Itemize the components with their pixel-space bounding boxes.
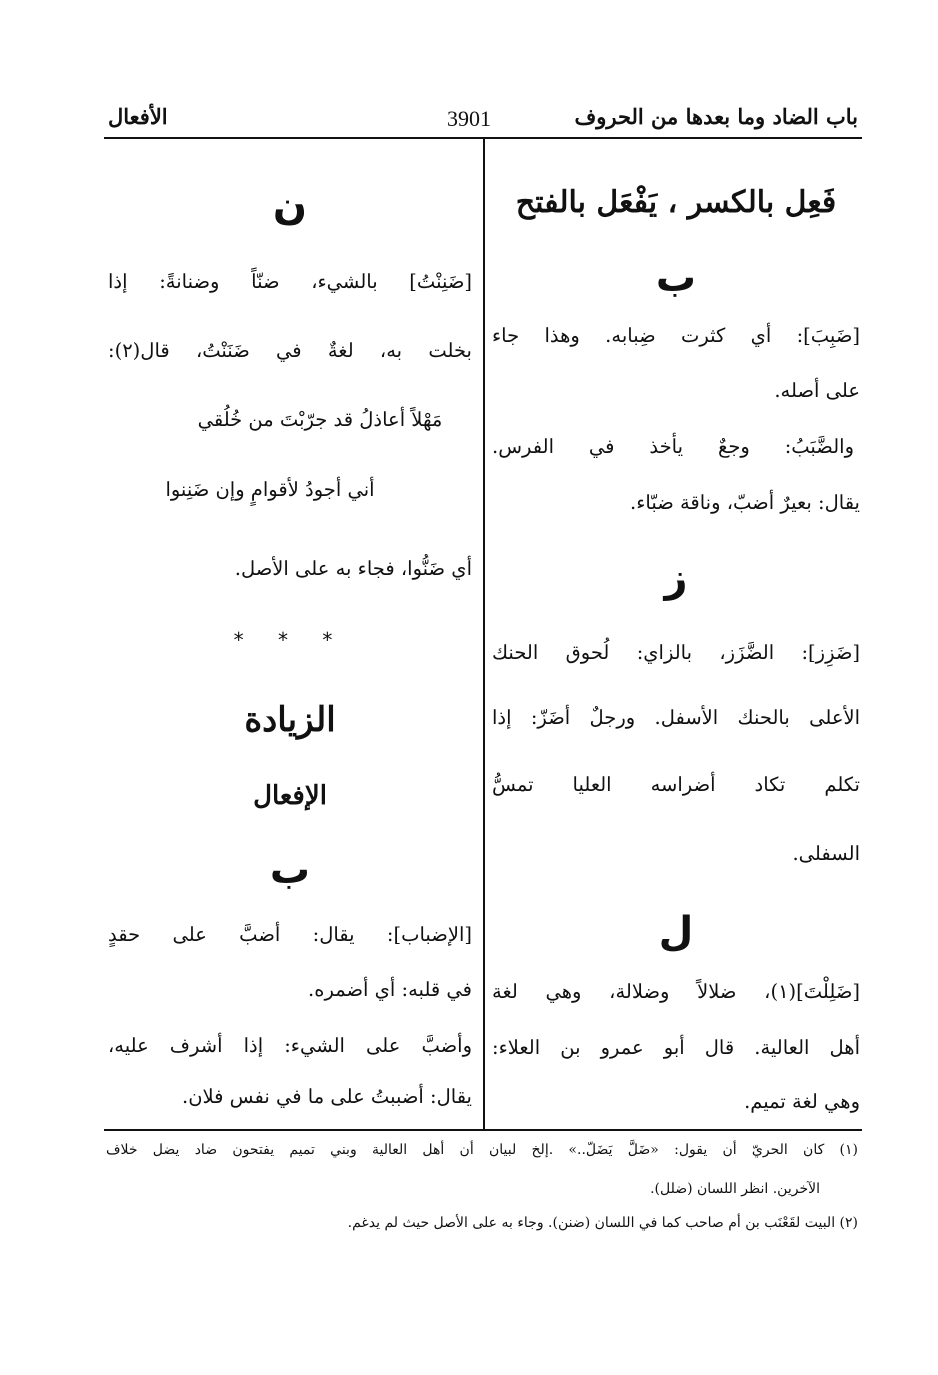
- section-letter-ba: ب: [655, 255, 697, 301]
- footnote-1: (١) كان الحريّ أن يقول: «ضَلَّ يَضَلّ..» .إلخ لبيان أن أهل العالية وبني تميم يفتحون ضاد يضل خلاف: [106, 1142, 858, 1158]
- entry-line: [ضَزِز]: الضَّزَز، بالزاي: لُحوق الحنك: [492, 641, 860, 664]
- section-letter-nun: ن: [272, 183, 308, 229]
- entry-line: يقال: أضببتُ على ما في نفس فلان.: [182, 1085, 472, 1108]
- entry-line: أهل العالية. قال أبو عمرو بن العلاء:: [492, 1036, 860, 1059]
- section-letter-lam: ل: [658, 909, 694, 955]
- entry-line: [الإضباب]: يقال: أضبَّ على حقدٍ: [108, 923, 472, 946]
- footnote-2: (٢) البيت لقَعْنَب بن أم صاحب كما في اللسان (ضنن). وجاء به على الأصل حيث لم يدغم.: [347, 1215, 858, 1231]
- entry-line: بخلت به، لغةٌ في ضَنَنْتُ، قال(٢):: [108, 339, 472, 362]
- heading-ziyada: الزيادة: [244, 700, 336, 740]
- chapter-heading: فَعِل بالكسر ، يَفْعَل بالفتح: [515, 185, 837, 220]
- section-separator: * * *: [233, 628, 347, 652]
- verse-line: أني أجودُ لأقوامٍ وإن ضَنِنوا: [165, 478, 375, 501]
- entry-line: [ضَنِنْتُ] بالشيء، ضنّاً وضنانةً: إذا: [108, 270, 472, 293]
- entry-line: [ضَلِلْتَ](١)، ضلالاً وضلالة، وهي لغة: [492, 980, 860, 1003]
- footnote-1-cont: الآخرين. انظر اللسان (ضلل).: [650, 1181, 820, 1197]
- column-divider: [483, 139, 485, 1129]
- entry-line: على أصله.: [774, 379, 860, 402]
- verse-line: مَهْلاً أعاذلُ قد جرّبْتَ من خُلُقي: [197, 408, 443, 431]
- entry-line: وأضبَّ على الشيء: إذا أشرف عليه،: [108, 1034, 472, 1057]
- running-header-chapter: باب الضاد وما بعدها من الحروف: [574, 104, 858, 129]
- entry-line: والضَّبَبُ: وجعٌ يأخذ في الفرس.: [492, 435, 854, 458]
- running-header-section: الأفعال: [108, 104, 168, 129]
- entry-line: [ضَبِبَ]: أي كثرت ضِبابه. وهذا جاء: [492, 324, 860, 347]
- entry-line: وهي لغة تميم.: [744, 1090, 860, 1113]
- right-column: [492, 0, 860, 1130]
- entry-line: أي ضَنُّوا، فجاء به على الأصل.: [234, 557, 472, 580]
- entry-line: في قلبه: أي أضمره.: [308, 978, 472, 1001]
- section-letter-ba-2: ب: [269, 847, 311, 893]
- entry-line: السفلى.: [792, 842, 860, 865]
- entry-line: يقال: بعيرٌ أضبّ، وناقة ضبّاء.: [630, 491, 860, 514]
- entry-line: تكلم تكاد أضراسه العليا تمسُّ: [492, 773, 860, 796]
- entry-line: الأعلى بالحنك الأسفل. ورجلٌ أضَزّ: إذا: [492, 706, 860, 729]
- page-number: 3901: [447, 106, 491, 131]
- heading-ifal: الإفعال: [253, 781, 327, 811]
- section-letter-zay: ز: [664, 555, 688, 601]
- left-column: [108, 0, 472, 1130]
